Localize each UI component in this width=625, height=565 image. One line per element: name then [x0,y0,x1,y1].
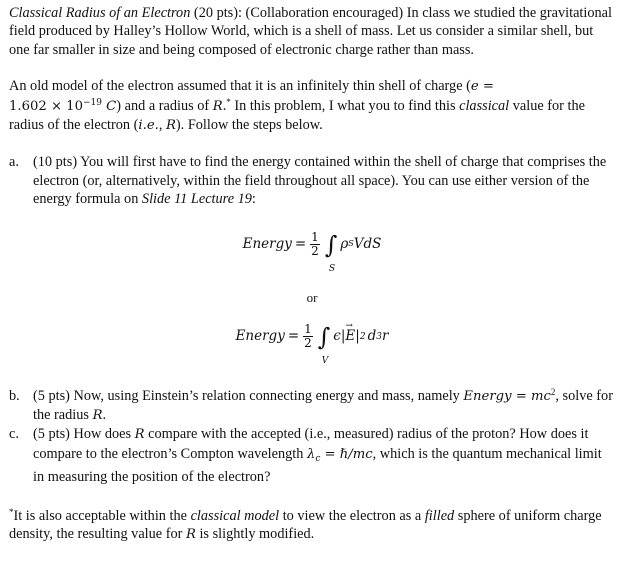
electric-field-vector: → E [345,327,355,345]
question-a [9,153,615,208]
classical-word: classical [459,97,510,114]
question-a-label: a. [9,154,19,171]
question-c-label: c. [9,426,19,443]
intro-text: (20 pts): (Collaboration encouraged) In class we studied the gravitational field produced by Halley’s Hollow World, which is a shell of mass. Let us consider a similar shell, but one far smaller in size and being composed of electronic charge rather than mass. [9,5,612,58]
charge-symbol: e = [470,79,494,95]
para2-text-2: ) and a radius of [116,97,213,114]
energy-field-equation: Energy = $\frac{1}{2}$ ∫ V ϵ | → E | 2 d 3 r [9,309,615,365]
footnote: *It is also acceptable within the classical model to view the electron as a filled sphere of uniform charge density, the resulting value for R is slightly modified. [9,506,602,543]
question-b-text: (5 pts) Now, using Einstein’s relation connecting energy and mass, namely Energy = $mc^2$, solve for the radius R. [33,386,613,424]
half-fraction: $\frac{1}{2}$ [304,322,312,351]
energy-surface-equation: Energy = $\frac{1}{2}$ ∫ S ρ S VdS [242,230,382,274]
intro-paragraph [9,4,615,59]
question-b-label: b. [9,387,20,404]
para2-text-1: An old model of the electron assumed that it is an infinitely thin shell of charge ( [9,78,471,95]
footnote-marker: * [226,96,231,107]
question-a-text: (10 pts) You will first have to find the energy contained within the shell of charge that comprises the electron (or, alternatively, within the field throughout all space). You can use either version of the energy formula on Slide 11 Lecture 19: [33,154,607,208]
integral-sign: ∫ S [324,230,338,274]
electron-model-paragraph: An old model of the electron assumed that it is an infinitely thin shell of charge (e = $1.602 \times 10^{-19}$ C) and a radius of R.* In this problem, I what you to find this classical value for the radius of the electron (i.e., R). Follow the steps below. [9,78,585,134]
or-separator: or [306,289,318,305]
question-b [9,387,615,426]
question-c [9,425,615,486]
charge-value: $1.602 \times 10^{-19}$ C [9,97,117,114]
question-c-text: (5 pts) How does R compare with the accepted (i.e., measured) radius of the proton? How does it compare to the electron’s Compton wavelength $\lambda_c$ = ℏ/mc, which is the quantum mechanical limit in measuring the position of the electron? [33,426,602,486]
problem-title: Classical Radius of an Electron [9,5,191,21]
integral-sign: ∫ V [317,322,331,366]
half-fraction: $\frac{1}{2}$ [311,230,319,259]
radius-symbol: R [212,98,223,114]
footnote-star: * [9,506,14,517]
slide-reference: Slide 11 Lecture 19 [141,191,252,208]
